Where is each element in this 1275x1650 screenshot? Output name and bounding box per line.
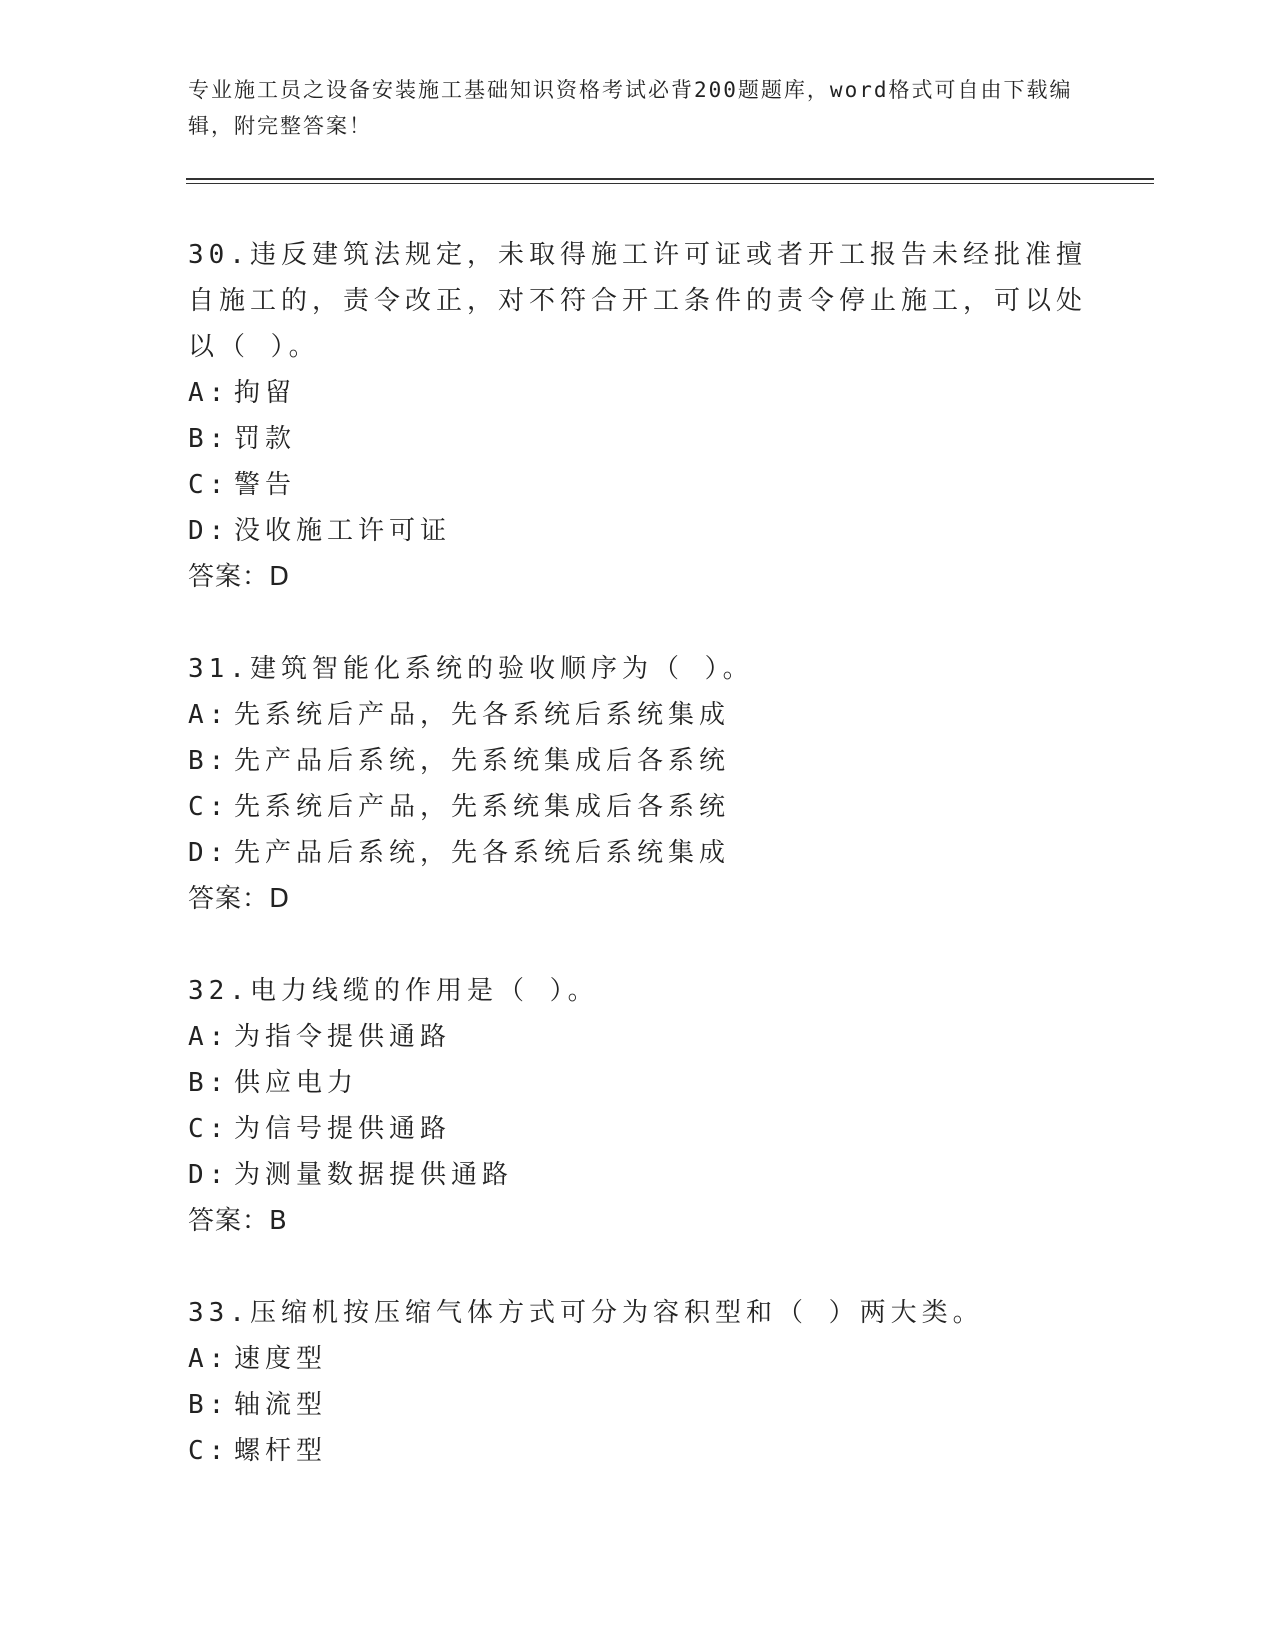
question-list xyxy=(188,232,1088,1474)
option-text: 先系统后产品，先系统集成后各系统 xyxy=(234,792,731,822)
question-text: 30.违反建筑法规定，未取得施工许可证或者开工报告未经批准擅自施工的，责令改正，对不符合开工条件的责令停止施工，可以处以（ ）。 xyxy=(188,240,1088,362)
option-label: B: xyxy=(188,424,230,454)
option-label: C: xyxy=(188,470,230,500)
option-a xyxy=(188,692,1088,738)
option-label: B: xyxy=(188,1390,230,1420)
option-c xyxy=(188,462,1088,508)
option-text: 为测量数据提供通路 xyxy=(234,1160,514,1190)
option-text: 先系统后产品，先各系统后系统集成 xyxy=(234,700,731,730)
question-33 xyxy=(188,1290,1088,1474)
question-32 xyxy=(188,968,1088,1244)
header-divider-thick xyxy=(186,178,1154,180)
document-header: 专业施工员之设备安装施工基础知识资格考试必背200题题库，word格式可自由下载编辑，附完整答案！ xyxy=(188,78,1073,138)
option-b xyxy=(188,416,1088,462)
option-a xyxy=(188,1336,1088,1382)
question-text: 31.建筑智能化系统的验收顺序为（ ）。 xyxy=(188,654,754,684)
option-d xyxy=(188,508,1088,554)
option-text: 速度型 xyxy=(234,1344,328,1374)
option-text: 为信号提供通路 xyxy=(234,1114,452,1144)
answer-text: 答案：B xyxy=(188,1206,288,1236)
option-text: 没收施工许可证 xyxy=(234,516,452,546)
option-b xyxy=(188,1060,1088,1106)
option-c xyxy=(188,1428,1088,1474)
option-label: C: xyxy=(188,1436,230,1466)
question-30 xyxy=(188,232,1088,600)
option-text: 先产品后系统，先系统集成后各系统 xyxy=(234,746,731,776)
option-label: D: xyxy=(188,1160,230,1190)
option-label: D: xyxy=(188,838,230,868)
question-text: 32.电力线缆的作用是（ ）。 xyxy=(188,976,599,1006)
option-label: D: xyxy=(188,516,230,546)
header-divider-thin xyxy=(186,183,1154,184)
option-a xyxy=(188,1014,1088,1060)
option-text: 为指令提供通路 xyxy=(234,1022,452,1052)
option-c xyxy=(188,784,1088,830)
option-text: 先产品后系统，先各系统后系统集成 xyxy=(234,838,731,868)
option-a xyxy=(188,370,1088,416)
option-label: B: xyxy=(188,1068,230,1098)
answer-text: 答案：D xyxy=(188,884,291,914)
option-text: 螺杆型 xyxy=(234,1436,328,1466)
option-text: 警告 xyxy=(234,470,297,500)
question-31 xyxy=(188,646,1088,922)
option-b xyxy=(188,1382,1088,1428)
answer-text: 答案：D xyxy=(188,562,291,592)
option-text: 轴流型 xyxy=(234,1390,328,1420)
option-label: C: xyxy=(188,1114,230,1144)
option-d xyxy=(188,830,1088,876)
question-text: 33.压缩机按压缩气体方式可分为容积型和（ ）两大类。 xyxy=(188,1298,984,1328)
option-label: C: xyxy=(188,792,230,822)
option-d xyxy=(188,1152,1088,1198)
option-b xyxy=(188,738,1088,784)
option-text: 拘留 xyxy=(234,378,297,408)
option-label: A: xyxy=(188,378,230,408)
option-label: B: xyxy=(188,746,230,776)
option-label: A: xyxy=(188,700,230,730)
option-label: A: xyxy=(188,1344,230,1374)
option-c xyxy=(188,1106,1088,1152)
option-text: 罚款 xyxy=(234,424,297,454)
option-label: A: xyxy=(188,1022,230,1052)
option-text: 供应电力 xyxy=(234,1068,359,1098)
